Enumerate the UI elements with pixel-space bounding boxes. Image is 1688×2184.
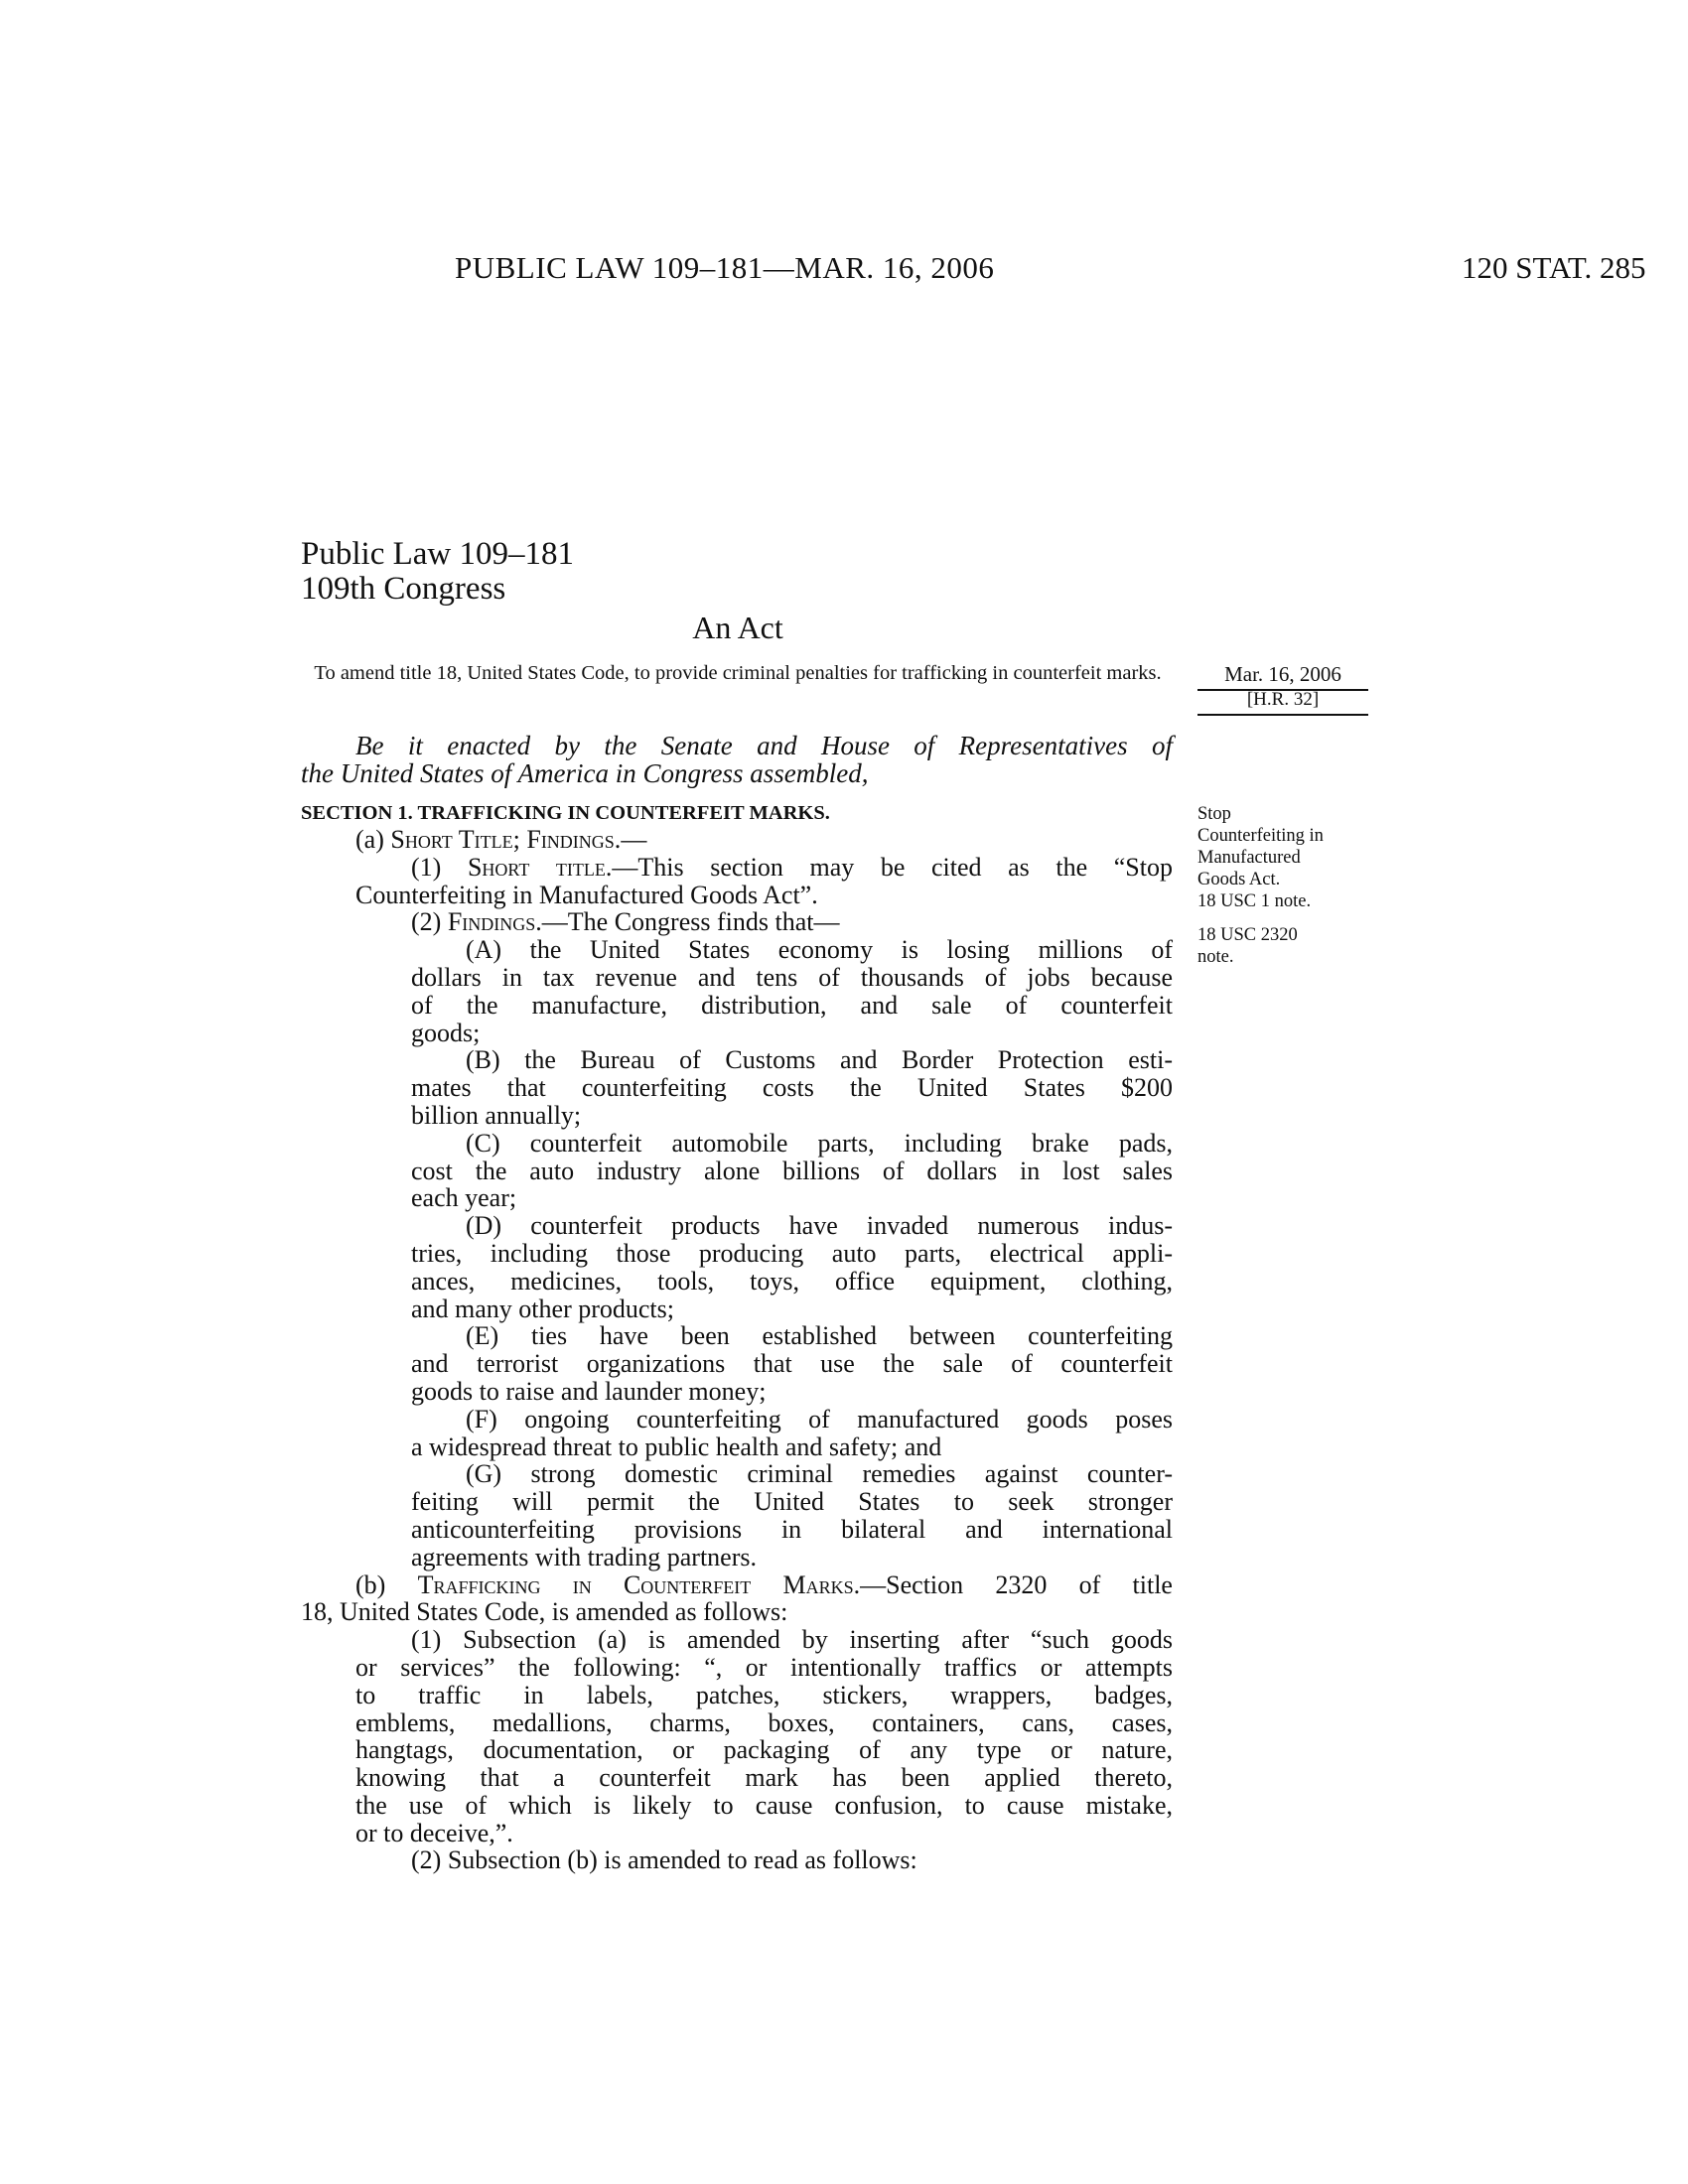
body-line: feiting will permit the United States to seek stronger [411,1487,1173,1517]
body-line: each year; [411,1183,517,1213]
margin-notes-2 [1197,924,1298,968]
paragraph-heading: Short Title; Findings. [390,825,622,854]
body-line [301,826,1173,854]
public-law-number: Public Law 109–181 [301,536,574,572]
body-line: or to deceive,”. [355,1818,513,1847]
margin-note: Stop [1197,804,1231,824]
body-line: tries, including those producing auto parts, electrical appli- [411,1238,1173,1268]
margin-note: note. [1197,947,1234,967]
margin-note: Goods Act. [1197,870,1281,889]
congress-number: 109th Congress [301,571,506,607]
body-line: billion annually; [411,1100,582,1130]
paragraph-heading: Findings. [447,907,542,937]
act-heading: An Act [692,610,783,645]
body-line: (E) ties have been established between counterfeiting [466,1321,1173,1351]
body-line: (B) the Bureau of Customs and Border Protection esti- [466,1045,1173,1075]
body-line [301,908,1173,936]
body-line: and terrorist organizations that use the sale of counterfeit [411,1349,1173,1379]
enacting-clause [301,732,1173,787]
body-line: (D) counterfeit products have invaded numerous indus- [466,1211,1173,1241]
body-line: Counterfeiting in Manufactured Goods Act”. [355,880,818,909]
body-line: and many other products; [411,1294,674,1323]
body-line: to traffic in labels, patches, stickers, wrappers, badges, [355,1680,1173,1709]
bill-number: [H.R. 32] [1197,689,1368,716]
paragraph-heading: Short title. [467,852,613,882]
section-heading: SECTION 1. TRAFFICKING IN COUNTERFEIT MARKS. [301,802,830,824]
body-line: (C) counterfeit automobile parts, including brake pads, [466,1128,1173,1158]
body-line: (1) Subsection (a) is amended by inserting after “such goods [411,1625,1173,1655]
margin-note: Manufactured [1197,848,1301,868]
body-line: a widespread threat to public health and safety; and [411,1432,942,1461]
margin-note: 18 USC 1 note. [1197,891,1312,911]
body-line: 18, United States Code, is amended as follows: [301,1597,788,1627]
body-line: knowing that a counterfeit mark has been applied thereto, [355,1763,1173,1793]
margin-note: 18 USC 2320 [1197,925,1298,945]
body-text: (a) [355,825,391,854]
body-line: (A) the United States economy is losing millions of [466,935,1173,965]
body-line: goods to raise and launder money; [411,1376,767,1406]
section-body [301,826,1173,1874]
body-text: —The Congress finds that— [541,907,840,937]
body-line: anticounterfeiting provisions in bilateral and international [411,1514,1173,1544]
body-line: (F) ongoing counterfeiting of manufactured goods poses [466,1404,1173,1433]
enacting-line: the United States of America in Congress assembled, [301,758,869,788]
body-line: hangtags, documentation, or packaging of any type or nature, [355,1735,1173,1765]
body-line: dollars in tax revenue and tens of thousands of jobs because [411,962,1173,992]
body-line: cost the auto industry alone billions of dollars in lost sales [411,1156,1173,1185]
body-text: —This section may be cited as the “Stop [612,852,1173,882]
body-line: (2) Subsection (b) is amended to read as follows: [411,1845,917,1875]
body-line: or services” the following: “, or intentionally traffics or attempts [355,1652,1173,1682]
body-text: — [621,825,647,854]
body-line: the use of which is likely to cause confusion, to cause mistake, [355,1790,1173,1820]
margin-note: Counterfeiting in [1197,826,1324,846]
paragraph-heading: Trafficking in Counterfeit Marks. [417,1570,861,1599]
running-header: PUBLIC LAW 109–181—MAR. 16, 2006 [455,250,995,285]
enactment-date: Mar. 16, 2006 [1197,662,1368,691]
body-line: ances, medicines, tools, toys, office equipment, clothing, [411,1266,1173,1296]
body-line: goods; [411,1018,481,1047]
body-text: (1) [411,852,468,882]
body-line: emblems, medallions, charms, boxes, containers, cans, cases, [355,1707,1173,1737]
margin-notes-1 [1197,803,1324,912]
enacting-line: Be it enacted by the Senate and House of Representatives of [355,731,1173,760]
body-line: agreements with trading partners. [411,1542,757,1571]
body-line: (G) strong domestic criminal remedies against counter- [466,1459,1173,1489]
body-line [301,1571,1173,1599]
body-text: (2) [411,907,448,937]
page-number: 120 STAT. 285 [1462,250,1646,285]
body-text: —Section 2320 of title [860,1570,1173,1599]
body-line: of the manufacture, distribution, and sale of counterfeit [411,990,1173,1020]
body-line [301,854,1173,882]
act-purpose: To amend title 18, United States Code, to provide criminal penalties for trafficking in counterfeit marks. [314,662,1162,684]
body-line: mates that counterfeiting costs the United States $200 [411,1073,1173,1103]
body-text: (b) [355,1570,418,1599]
